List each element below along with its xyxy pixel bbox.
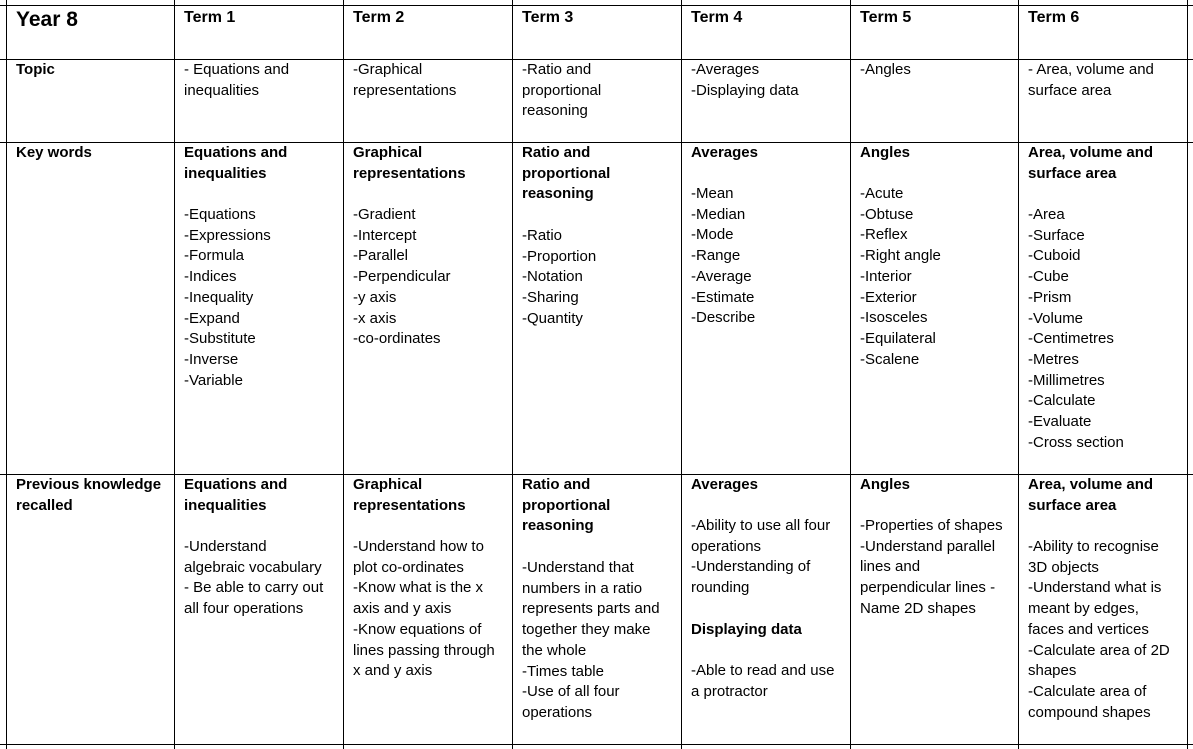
term-2-header: Term 2 [353,9,405,26]
previous-body-term-3: -Understand that numbers in a ratio represents parts and together they make the whole -Times table -Use of all four operations [522,559,660,721]
previous-body-term-5: -Properties of shapes -Understand parallel lines and perpendicular lines - Name 2D shapes [860,517,1003,617]
topic-term-6: - Area, volume and surface area [1028,61,1154,99]
topic-term-2: -Graphical representations [353,61,457,99]
previous-body-term-2: -Understand how to plot co-ordinates -Know what is the x axis and y axis -Know equations of lines passing through x and y axis [353,538,495,680]
key-words-list-term-6: -Area -Surface -Cuboid -Cube -Prism -Volume -Centimetres -Metres -Millimetres -Calculate -Evaluate -Cross section [1028,206,1124,451]
row-label-previous-knowledge: Previous knowledge recalled [16,476,162,514]
column-divider [512,0,513,749]
previous-heading-term-5: Angles [860,476,911,493]
previous-heading-term-1: Equations and inequalities [184,476,288,514]
year-title: Year 8 [16,8,78,31]
key-words-heading-term-3: Ratio and proportional reasoning [522,144,611,203]
column-divider [174,0,175,749]
previous-heading-term-4: Averages [691,476,758,493]
key-words-list-term-4: -Mean -Median -Mode -Range -Average -Estimate -Describe [691,185,756,327]
key-words-list-term-1: -Equations -Expressions -Formula -Indices -Inequality -Expand -Substitute -Inverse -Variable [184,206,271,389]
term-5-header: Term 5 [860,9,912,26]
key-words-list-term-3: -Ratio -Proportion -Notation -Sharing -Quantity [522,227,597,327]
table-border-left [6,0,7,749]
column-divider [1018,0,1019,749]
previous-heading-term-2: Graphical representations [353,476,466,514]
row-label-key-words: Key words [16,144,92,161]
term-4-header: Term 4 [691,9,743,26]
previous-body-term-4: -Ability to use all four operations -Understanding of rounding [691,517,831,597]
previous-heading2-term-4: Displaying data [691,621,802,638]
term-6-header: Term 6 [1028,9,1080,26]
previous-body2-term-4: -Able to read and use a protractor [691,662,835,700]
key-words-heading-term-2: Graphical representations [353,144,466,182]
key-words-list-term-2: -Gradient -Intercept -Parallel -Perpendicular -y axis -x axis -co-ordinates [353,206,451,348]
key-words-list-term-5: -Acute -Obtuse -Reflex -Right angle -Interior -Exterior -Isosceles -Equilateral -Scalene [860,185,941,368]
row-label-topic: Topic [16,61,55,78]
key-words-heading-term-6: Area, volume and surface area [1028,144,1154,182]
row-divider [0,744,1193,745]
term-3-header: Term 3 [522,9,574,26]
previous-body-term-1: -Understand algebraic vocabulary - Be able to carry out all four operations [184,538,324,618]
term-1-header: Term 1 [184,9,236,26]
key-words-heading-term-1: Equations and inequalities [184,144,288,182]
table-border-right [1187,0,1188,749]
column-divider [850,0,851,749]
topic-term-4: -Averages -Displaying data [691,61,799,99]
table-border-top [0,5,1193,6]
previous-body-term-6: -Ability to recognise 3D objects -Understand what is meant by edges, faces and vertices -Calculate area of 2D shapes -Calculate area of compound shapes [1028,538,1170,721]
key-words-heading-term-5: Angles [860,144,911,161]
column-divider [681,0,682,749]
column-divider [343,0,344,749]
topic-term-3: -Ratio and proportional reasoning [522,61,602,120]
topic-term-1: - Equations and inequalities [184,61,290,99]
previous-heading-term-3: Ratio and proportional reasoning [522,476,611,535]
key-words-heading-term-4: Averages [691,144,758,161]
topic-term-5: -Angles [860,61,911,78]
previous-heading-term-6: Area, volume and surface area [1028,476,1154,514]
